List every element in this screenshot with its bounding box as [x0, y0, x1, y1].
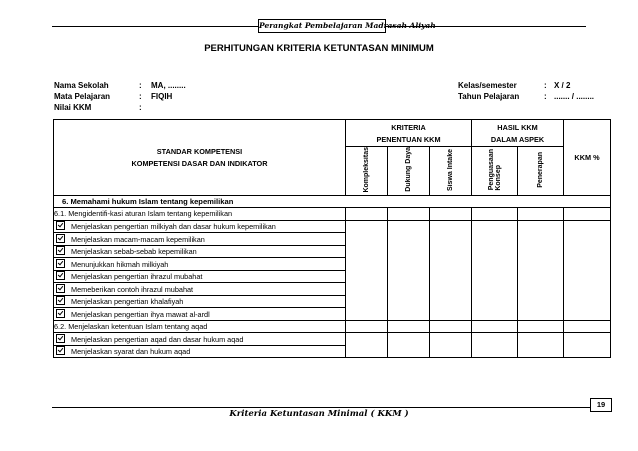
- checkbox-icon: [56, 271, 65, 280]
- table-row: [54, 208, 611, 221]
- meta-row-kkm: Nilai KKM :: [54, 103, 142, 112]
- header-kompleksitas: Kompleksitas: [346, 147, 388, 196]
- page-title: PERHITUNGAN KRITERIA KETUNTASAN MINIMUM: [204, 43, 434, 54]
- header-siswa-intake: Siswa Intake: [430, 147, 472, 196]
- meta-row-school: Nama Sekolah : MA, ........: [54, 81, 186, 90]
- kd-row: 6.1. Mengidentifi-kasi aturan Islam tentang kepemilikan: [54, 208, 346, 221]
- indicator-item: Memeberikan contoh ihrazul mubahat: [54, 283, 346, 296]
- checkbox-icon: [56, 284, 65, 293]
- meta-row-year: Tahun Pelajaran : ....... / ........: [458, 92, 595, 101]
- header-penguasaan-konsep: PenguasaanKonsep: [472, 147, 518, 196]
- table-row: [54, 320, 611, 333]
- header-dukung-daya: Dukung Daya: [388, 147, 430, 196]
- table-row: [54, 195, 611, 208]
- meta-row-class: Kelas/semester : X / 2: [458, 81, 571, 90]
- indicator-item: Menjelaskan pengertian ihya mawat al-ardl: [54, 308, 346, 321]
- section-title: 6. Memahami hukum Islam tentang kepemilikan: [54, 195, 611, 208]
- checkbox-icon: [56, 221, 65, 230]
- indicator-item: Menjelaskan pengertian ihrazul mubahat: [54, 270, 346, 283]
- meta-left: [54, 80, 186, 113]
- meta-right: [458, 80, 594, 102]
- footer-title: Kriteria Ketuntasan Minimal ( KKM ): [229, 409, 409, 419]
- checkbox-icon: [56, 259, 65, 268]
- header-penerapan: Penerapan: [518, 147, 564, 196]
- indicator-item: Menjelaskan syarat dan hukum aqad: [54, 345, 346, 358]
- checkbox-icon: [56, 334, 65, 343]
- checkbox-icon: [56, 296, 65, 305]
- indicator-item: Menjelaskan sebab-sebab kepemilikan: [54, 245, 346, 258]
- meta-row-subject: Mata Pelajaran : FIQIH: [54, 92, 173, 101]
- indicator-item: Menunjukkan hikmah milkiyah: [54, 258, 346, 271]
- page-number: 19: [590, 398, 612, 412]
- indicator-item: Menjelaskan macam-macam kepemilikan: [54, 233, 346, 246]
- header-hasil: HASIL KKM DALAM ASPEK: [472, 120, 564, 147]
- checkbox-icon: [56, 346, 65, 355]
- checkbox-icon: [56, 234, 65, 243]
- indicator-item: Menjelaskan pengertian khalafiyah: [54, 295, 346, 308]
- header-tag: Perangkat Pembelajaran Madrasah Aliyah: [258, 19, 386, 33]
- kd-row: 6.2. Menjelaskan ketentuan Islam tentang aqad: [54, 320, 346, 333]
- checkbox-icon: [56, 309, 65, 318]
- footer-rule: [52, 407, 608, 408]
- indicator-item: Menjelaskan pengertian milkiyah dan dasar hukum kepemilikan: [54, 220, 346, 233]
- table-row: [54, 333, 611, 346]
- indicator-item: Menjelaskan pengertian aqad dan dasar hukum aqad: [54, 333, 346, 346]
- header-kriteria: KRITERIA PENENTUAN KKM: [346, 120, 472, 147]
- table-row: [54, 220, 611, 233]
- header-kkm: KKM %: [564, 120, 611, 196]
- kkm-table: [53, 119, 611, 358]
- header-standar: STANDAR KOMPETENSI KOMPETENSI DASAR DAN INDIKATOR: [54, 120, 346, 196]
- checkbox-icon: [56, 246, 65, 255]
